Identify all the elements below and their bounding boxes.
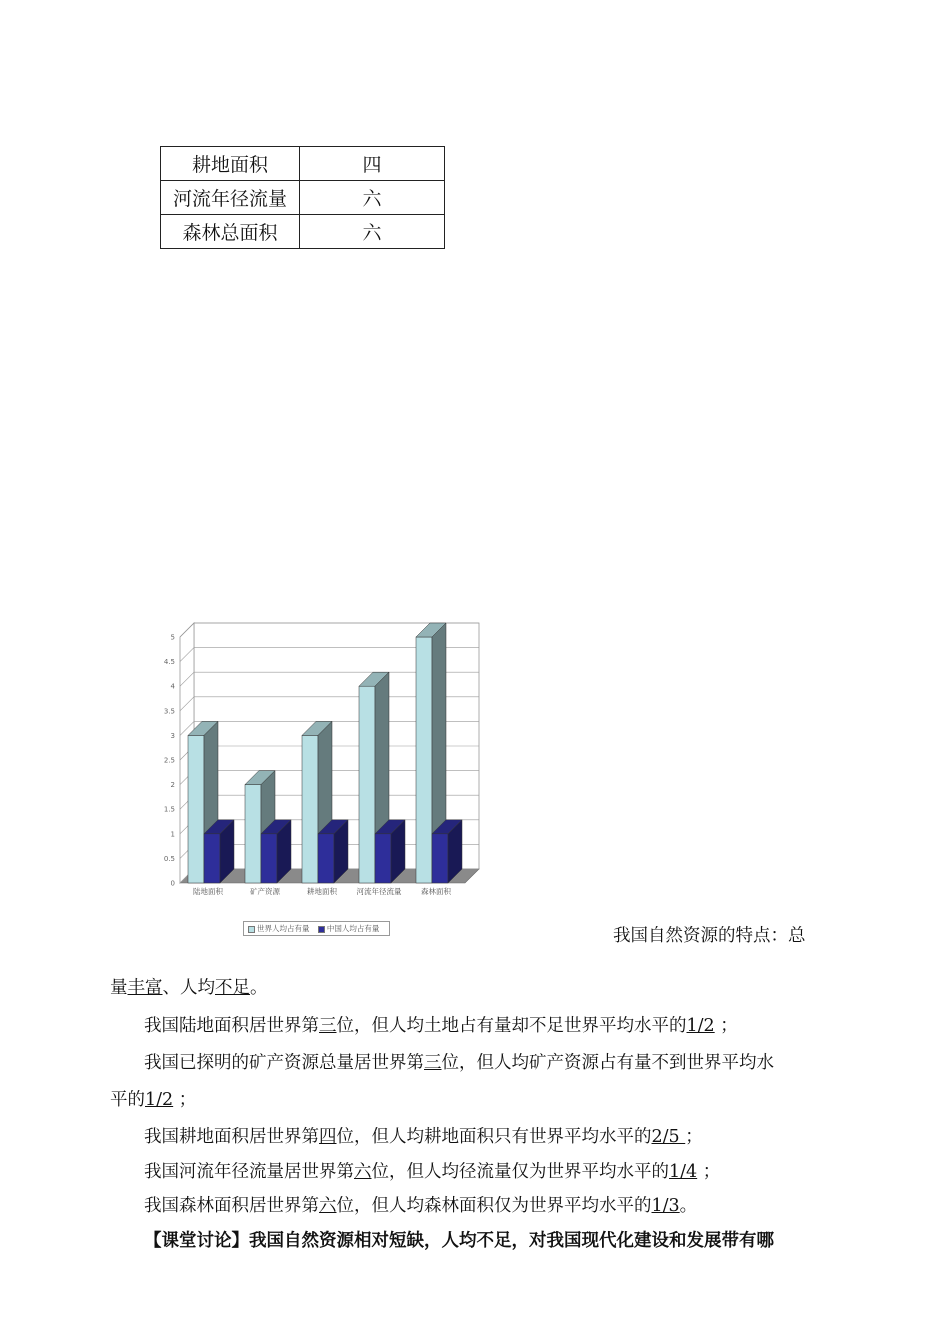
features-text-2: 、人均: [162, 978, 215, 998]
features-text-1: 量: [110, 978, 128, 998]
legend-label-world: 世界人均占有量: [257, 924, 310, 933]
y-tick-label: 4: [170, 682, 175, 691]
x-tick-label: 矿产资源: [250, 887, 280, 896]
bar-china-front: [204, 834, 220, 883]
paragraph-forest: [144, 1189, 697, 1223]
table-cell-item: 河流年径流量: [161, 181, 300, 215]
bar-china-front: [318, 834, 334, 883]
bar-world-front: [245, 785, 261, 883]
table-cell-rank: 六: [300, 181, 445, 215]
legend-swatch-china: [318, 926, 325, 933]
table-row: [161, 147, 445, 181]
p1-c: ；: [714, 1016, 738, 1036]
p2-ratio: 1/2: [145, 1090, 174, 1110]
p5-rank: 六: [319, 1196, 337, 1216]
features-underline-2: 不足: [215, 978, 250, 998]
bar-world-front: [416, 637, 432, 883]
bar-china-front: [375, 834, 391, 883]
table-cell-rank: 四: [300, 147, 445, 181]
p2-c2: 平的: [110, 1090, 145, 1110]
y-tick-label: 5: [170, 633, 175, 642]
bar-world-front: [302, 735, 318, 883]
table-cell-rank: 六: [300, 215, 445, 249]
p2-rank: 三: [424, 1053, 442, 1073]
y-tick-label: 0.5: [163, 854, 175, 863]
p5-c: 。: [679, 1196, 698, 1216]
classroom-discussion: [144, 1224, 774, 1258]
p2-a: 我国已探明的矿产资源总量居世界第: [144, 1053, 424, 1073]
p2-b: 位，但人均矿产资源占有量不到世界平均水: [441, 1053, 774, 1073]
p3-a: 我国耕地面积居世界第: [144, 1127, 319, 1147]
p3-c: ；: [685, 1127, 703, 1147]
y-tick-label: 3.5: [163, 707, 175, 716]
p1-b: 位，但人均土地占有量却不足世界平均水平的: [336, 1016, 687, 1036]
y-tick-label: 1: [170, 830, 175, 839]
paragraph-arable: [144, 1120, 703, 1154]
chart-svg: [140, 615, 500, 925]
legend-item-china: [318, 924, 380, 933]
discussion-text: 【课堂讨论】我国自然资源相对短缺，人均不足，对我国现代化建设和发展带有哪: [144, 1231, 774, 1251]
resource-rank-table: [160, 146, 445, 249]
resource-comparison-chart: [140, 615, 500, 945]
features-underline-1: 丰富: [127, 978, 163, 998]
paragraph-minerals: [144, 1046, 774, 1080]
p5-a: 我国森林面积居世界第: [144, 1196, 319, 1216]
p3-ratio: 2/5: [651, 1127, 686, 1147]
x-tick-label: 河流年径流量: [356, 887, 402, 896]
table-row: [161, 181, 445, 215]
paragraph-land: [144, 1009, 738, 1043]
y-tick-label: 3: [170, 731, 175, 740]
p5-ratio: 1/3: [651, 1196, 680, 1216]
p3-b: 位，但人均耕地面积只有世界平均水平的: [336, 1127, 652, 1147]
p1-rank: 三: [319, 1016, 337, 1036]
x-tick-label: 耕地面积: [307, 887, 337, 896]
p4-c: ；: [697, 1162, 721, 1182]
bar-china-front: [432, 834, 448, 883]
features-line: [110, 971, 268, 1005]
p1-ratio: 1/2: [686, 1016, 715, 1036]
bar-world-front: [188, 735, 204, 883]
chart-legend: [243, 921, 390, 936]
y-tick-label: 1.5: [163, 805, 175, 814]
p4-b: 位，但人均径流量仅为世界平均水平的: [371, 1162, 669, 1182]
p4-a: 我国河流年径流量居世界第: [144, 1162, 354, 1182]
p3-rank: 四: [319, 1127, 337, 1147]
p1-a: 我国陆地面积居世界第: [144, 1016, 319, 1036]
table-cell-item: 森林总面积: [161, 215, 300, 249]
p2-c: ；: [173, 1090, 197, 1110]
y-tick-label: 2.5: [163, 756, 175, 765]
p5-b: 位，但人均森林面积仅为世界平均水平的: [336, 1196, 652, 1216]
legend-item-world: [248, 924, 310, 933]
y-tick-label: 2: [170, 781, 175, 790]
y-tick-label: 0: [170, 879, 175, 888]
features-heading: [613, 919, 806, 953]
x-tick-label: 森林面积: [421, 887, 451, 896]
y-tick-label: 4.5: [163, 658, 175, 667]
paragraph-runoff: [144, 1155, 720, 1189]
legend-swatch-world: [248, 926, 255, 933]
x-tick-label: 陆地面积: [193, 887, 223, 896]
features-head-text: 我国自然资源的特点：总: [613, 926, 806, 946]
features-text-3: 。: [250, 978, 268, 998]
bar-china-front: [261, 834, 277, 883]
paragraph-minerals-cont: [110, 1083, 196, 1117]
p4-ratio: 1/4: [669, 1162, 698, 1182]
legend-label-china: 中国人均占有量: [326, 924, 380, 933]
table-cell-item: 耕地面积: [161, 147, 300, 181]
table-row: [161, 215, 445, 249]
p4-rank: 六: [354, 1162, 372, 1182]
bar-world-front: [359, 686, 375, 883]
